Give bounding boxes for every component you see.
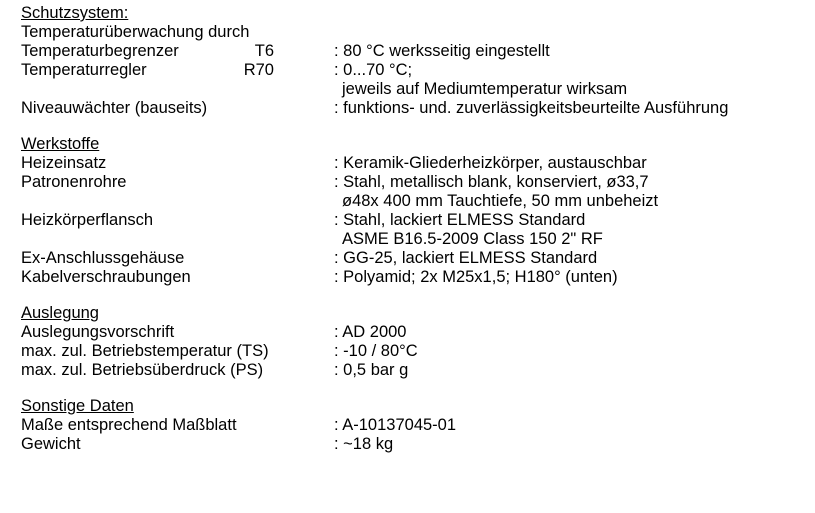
spec-label: Auslegungsvorschrift bbox=[21, 323, 175, 341]
spec-value: : GG-25, lackiert ELMESS Standard bbox=[334, 249, 598, 267]
spec-row bbox=[21, 154, 811, 173]
spec-label: Gewicht bbox=[21, 435, 81, 453]
spec-label: Ex-Anschlussgehäuse bbox=[21, 249, 185, 267]
spec-value: : Polyamid; 2x M25x1,5; H180° (unten) bbox=[334, 268, 618, 286]
spec-row bbox=[21, 42, 811, 61]
section-schutzsystem bbox=[21, 4, 811, 118]
section-sonstige-daten bbox=[21, 397, 811, 454]
spec-row bbox=[21, 173, 811, 211]
spec-document bbox=[21, 4, 811, 471]
spec-label: Niveauwächter (bauseits) bbox=[21, 99, 208, 117]
spec-value-continuation: ø48x 400 mm Tauchtiefe, 50 mm unbeheizt bbox=[342, 192, 659, 210]
spec-value-continuation: jeweils auf Mediumtemperatur wirksam bbox=[342, 80, 628, 98]
spec-value: : 80 °C werksseitig eingestellt bbox=[334, 42, 550, 60]
spec-label: Temperaturregler bbox=[21, 61, 147, 79]
section-title: Schutzsystem: bbox=[21, 4, 129, 22]
spec-label: Patronenrohre bbox=[21, 173, 127, 191]
spec-value: : AD 2000 bbox=[334, 323, 407, 341]
spec-row bbox=[21, 61, 811, 99]
spec-code: T6 bbox=[254, 42, 274, 60]
spec-value: : ~18 kg bbox=[334, 435, 394, 453]
spec-value: : funktions- und. zuverlässigkeitsbeurteilte Ausführung bbox=[334, 99, 729, 117]
section-auslegung bbox=[21, 304, 811, 380]
spec-label: Heizkörperflansch bbox=[21, 211, 154, 229]
spec-row bbox=[21, 416, 811, 435]
spec-row bbox=[21, 435, 811, 454]
spec-value: : A-10137045-01 bbox=[334, 416, 457, 434]
spec-label: Temperaturüberwachung durch bbox=[21, 23, 250, 41]
spec-row bbox=[21, 361, 811, 380]
spec-value: : Stahl, metallisch blank, konserviert, ø33,7 bbox=[334, 173, 649, 191]
section-werkstoffe bbox=[21, 135, 811, 287]
spec-value: : Keramik-Gliederheizkörper, austauschbar bbox=[334, 154, 647, 172]
spec-label: Temperaturbegrenzer bbox=[21, 42, 179, 60]
spec-row bbox=[21, 268, 811, 287]
spec-row bbox=[21, 99, 811, 118]
spec-label: max. zul. Betriebsüberdruck (PS) bbox=[21, 361, 264, 379]
spec-row bbox=[21, 211, 811, 249]
spec-row bbox=[21, 342, 811, 361]
spec-row bbox=[21, 249, 811, 268]
spec-value-continuation: ASME B16.5-2009 Class 150 2" RF bbox=[342, 230, 603, 248]
section-title: Sonstige Daten bbox=[21, 397, 134, 415]
spec-row bbox=[21, 23, 811, 42]
spec-label: max. zul. Betriebstemperatur (TS) bbox=[21, 342, 269, 360]
spec-label: Kabelverschraubungen bbox=[21, 268, 191, 286]
section-title: Werkstoffe bbox=[21, 135, 100, 153]
spec-value: : 0...70 °C; bbox=[334, 61, 413, 79]
spec-value: : Stahl, lackiert ELMESS Standard bbox=[334, 211, 586, 229]
spec-code: R70 bbox=[243, 61, 274, 79]
spec-value: : -10 / 80°C bbox=[334, 342, 418, 360]
spec-row bbox=[21, 323, 811, 342]
spec-value: : 0,5 bar g bbox=[334, 361, 409, 379]
spec-label: Maße entsprechend Maßblatt bbox=[21, 416, 237, 434]
section-title: Auslegung bbox=[21, 304, 99, 322]
spec-label: Heizeinsatz bbox=[21, 154, 107, 172]
